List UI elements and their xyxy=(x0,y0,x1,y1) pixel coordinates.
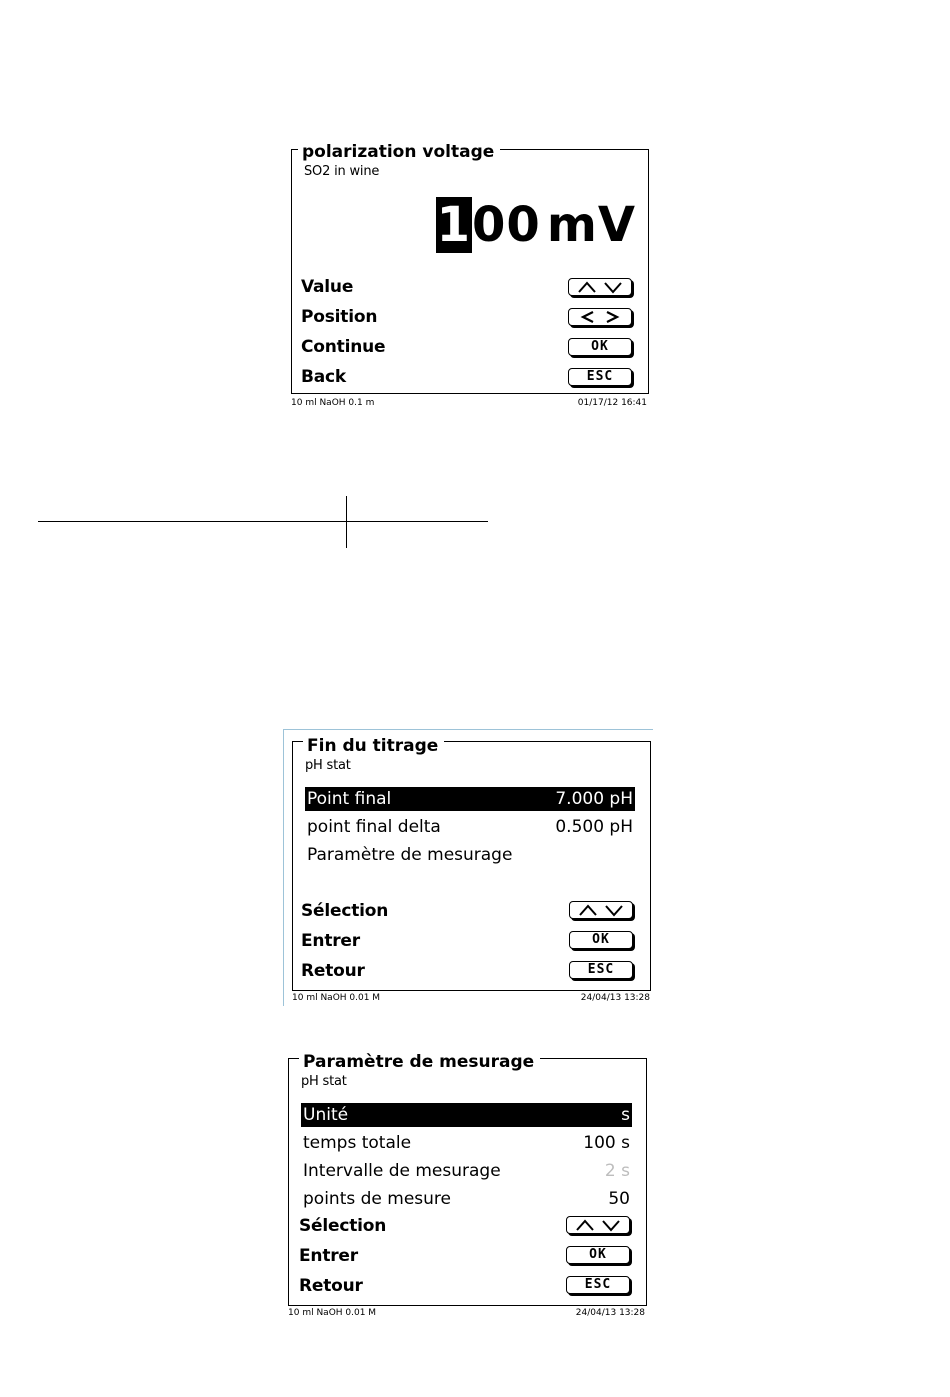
status-right: 24/04/13 13:28 xyxy=(575,1308,645,1318)
cursor-digit[interactable]: 1 xyxy=(436,197,472,253)
screen-parametre-de-mesurage xyxy=(284,1048,650,1322)
list-item-parametre-de-mesurage[interactable] xyxy=(305,843,635,867)
up-down-button[interactable] xyxy=(569,901,633,919)
page-subtitle: SO2 in wine xyxy=(304,164,380,179)
key-label-retour: Retour xyxy=(301,961,365,981)
screen-polarization-voltage xyxy=(288,142,650,412)
up-down-arrows-icon xyxy=(576,903,626,917)
ok-button[interactable]: OK xyxy=(568,338,632,356)
status-right: 01/17/12 16:41 xyxy=(577,398,647,408)
page-title: Fin du titrage xyxy=(303,737,444,755)
list-item-temps-totale[interactable] xyxy=(301,1131,632,1155)
row-value: 100 s xyxy=(583,1133,630,1153)
separator-line xyxy=(38,521,488,522)
row-value: 0.500 pH xyxy=(555,817,633,837)
esc-button[interactable]: ESC xyxy=(569,961,633,979)
list-item-points-de-mesure[interactable] xyxy=(301,1187,632,1211)
esc-button[interactable]: ESC xyxy=(568,368,632,386)
status-right: 24/04/13 13:28 xyxy=(580,993,650,1003)
key-label-back: Back xyxy=(301,367,347,387)
row-value: s xyxy=(621,1105,630,1125)
row-value: 2 s xyxy=(604,1161,630,1181)
value-unit: mV xyxy=(546,197,636,253)
up-down-button[interactable] xyxy=(568,278,632,296)
list-item-point-final-delta[interactable] xyxy=(305,815,635,839)
key-label-selection: Sélection xyxy=(301,901,389,921)
ok-button[interactable]: OK xyxy=(569,931,633,949)
key-label-position: Position xyxy=(301,307,378,327)
separator-tick xyxy=(346,496,347,548)
row-label: Intervalle de mesurage xyxy=(303,1161,501,1181)
status-left: 10 ml NaOH 0.1 m xyxy=(291,398,375,408)
row-label: Unité xyxy=(303,1105,349,1125)
row-label: Paramètre de mesurage xyxy=(307,845,513,865)
row-label: points de mesure xyxy=(303,1189,451,1209)
key-label-retour: Retour xyxy=(299,1276,363,1296)
value-display[interactable] xyxy=(436,198,636,252)
list-item-intervalle-de-mesurage xyxy=(301,1159,632,1183)
row-value: 50 xyxy=(608,1189,630,1209)
ok-button[interactable]: OK xyxy=(566,1246,630,1264)
up-down-arrows-icon xyxy=(575,280,625,294)
up-down-button[interactable] xyxy=(566,1216,630,1234)
list-item-unite[interactable] xyxy=(301,1103,632,1127)
row-value: 7.000 pH xyxy=(555,789,633,809)
list-item-point-final[interactable] xyxy=(305,787,635,811)
value-digits: 00 xyxy=(472,197,541,253)
key-label-entrer: Entrer xyxy=(301,931,360,951)
row-label: Point final xyxy=(307,789,392,809)
key-label-selection: Sélection xyxy=(299,1216,387,1236)
screen-fin-du-titrage xyxy=(283,729,653,1006)
key-label-continue: Continue xyxy=(301,337,386,357)
screen-frame xyxy=(291,149,649,394)
page-subtitle: pH stat xyxy=(305,758,351,773)
esc-button[interactable]: ESC xyxy=(566,1276,630,1294)
up-down-arrows-icon xyxy=(573,1218,623,1232)
page-title: Paramètre de mesurage xyxy=(299,1053,540,1071)
status-left: 10 ml NaOH 0.01 M xyxy=(288,1308,377,1318)
status-left: 10 ml NaOH 0.01 M xyxy=(292,993,381,1003)
left-right-button[interactable] xyxy=(568,308,632,326)
key-label-entrer: Entrer xyxy=(299,1246,358,1266)
page-title: polarization voltage xyxy=(298,143,500,161)
row-label: point final delta xyxy=(307,817,441,837)
key-label-value: Value xyxy=(301,277,354,297)
left-right-arrows-icon xyxy=(575,310,625,324)
row-label: temps totale xyxy=(303,1133,412,1153)
page-subtitle: pH stat xyxy=(301,1074,347,1089)
